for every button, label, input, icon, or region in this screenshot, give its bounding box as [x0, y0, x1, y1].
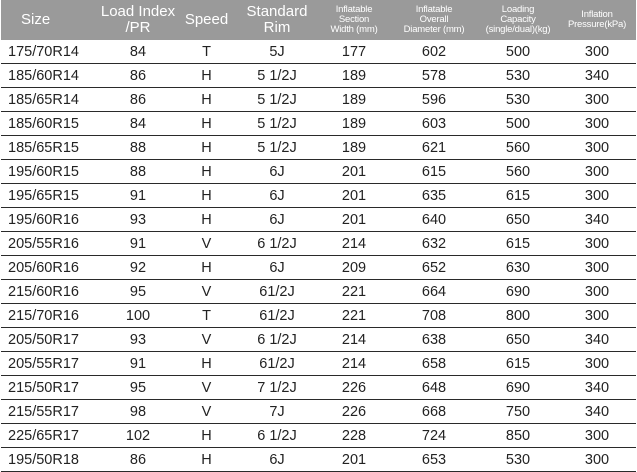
cell-size: 205/60R16 — [1, 256, 99, 280]
cell-load-index: 98 — [99, 400, 177, 424]
cell-standard-rim: 5J — [236, 40, 318, 64]
cell-standard-rim: 5 1/2J — [236, 88, 318, 112]
cell-loading-capacity: 530 — [478, 88, 558, 112]
table-body — [1, 40, 636, 472]
cell-section-width: 226 — [318, 400, 390, 424]
cell-loading-capacity: 850 — [478, 424, 558, 448]
cell-overall-diameter: 708 — [390, 304, 478, 328]
cell-speed: H — [177, 352, 236, 376]
cell-loading-capacity: 650 — [478, 328, 558, 352]
header-section-width-line1: Inflatable — [335, 4, 373, 16]
cell-inflation-pressure: 300 — [558, 88, 636, 112]
cell-size: 185/65R15 — [1, 136, 99, 160]
table-row — [1, 40, 636, 64]
cell-inflation-pressure: 340 — [558, 64, 636, 88]
cell-loading-capacity: 690 — [478, 280, 558, 304]
cell-loading-capacity: 690 — [478, 376, 558, 400]
header-size — [1, 0, 99, 40]
cell-speed: H — [177, 64, 236, 88]
table-row — [1, 184, 636, 208]
table-row — [1, 376, 636, 400]
cell-loading-capacity: 530 — [478, 448, 558, 472]
cell-section-width: 201 — [318, 208, 390, 232]
cell-speed: V — [177, 232, 236, 256]
cell-overall-diameter: 658 — [390, 352, 478, 376]
cell-inflation-pressure: 300 — [558, 280, 636, 304]
cell-overall-diameter: 635 — [390, 184, 478, 208]
cell-overall-diameter: 603 — [390, 112, 478, 136]
header-standard-rim-line1: Standard — [246, 3, 308, 21]
cell-load-index: 102 — [99, 424, 177, 448]
cell-load-index: 91 — [99, 352, 177, 376]
cell-inflation-pressure: 300 — [558, 448, 636, 472]
cell-standard-rim: 7 1/2J — [236, 376, 318, 400]
cell-section-width: 201 — [318, 448, 390, 472]
cell-section-width: 189 — [318, 112, 390, 136]
cell-size: 195/65R15 — [1, 184, 99, 208]
cell-load-index: 84 — [99, 40, 177, 64]
cell-inflation-pressure: 300 — [558, 352, 636, 376]
cell-standard-rim: 5 1/2J — [236, 136, 318, 160]
cell-load-index: 93 — [99, 208, 177, 232]
cell-speed: H — [177, 160, 236, 184]
cell-speed: T — [177, 40, 236, 64]
cell-overall-diameter: 653 — [390, 448, 478, 472]
table-header — [1, 0, 636, 40]
header-inflation-pressure-line1: Inflation — [581, 9, 613, 21]
cell-overall-diameter: 621 — [390, 136, 478, 160]
cell-inflation-pressure: 300 — [558, 424, 636, 448]
cell-overall-diameter: 640 — [390, 208, 478, 232]
cell-section-width: 201 — [318, 160, 390, 184]
cell-inflation-pressure: 300 — [558, 232, 636, 256]
cell-standard-rim: 6J — [236, 208, 318, 232]
cell-size: 185/60R15 — [1, 112, 99, 136]
cell-standard-rim: 61/2J — [236, 304, 318, 328]
cell-size: 185/60R14 — [1, 64, 99, 88]
cell-load-index: 84 — [99, 112, 177, 136]
table-row — [1, 400, 636, 424]
cell-standard-rim: 6J — [236, 256, 318, 280]
table-row — [1, 208, 636, 232]
table-row — [1, 280, 636, 304]
cell-speed: T — [177, 304, 236, 328]
cell-overall-diameter: 632 — [390, 232, 478, 256]
cell-loading-capacity: 530 — [478, 64, 558, 88]
cell-overall-diameter: 724 — [390, 424, 478, 448]
cell-section-width: 214 — [318, 352, 390, 376]
cell-speed: H — [177, 256, 236, 280]
cell-overall-diameter: 664 — [390, 280, 478, 304]
cell-loading-capacity: 500 — [478, 40, 558, 64]
header-load-index — [99, 0, 177, 40]
cell-overall-diameter: 668 — [390, 400, 478, 424]
cell-speed: H — [177, 136, 236, 160]
cell-standard-rim: 5 1/2J — [236, 64, 318, 88]
cell-speed: H — [177, 184, 236, 208]
cell-standard-rim: 61/2J — [236, 280, 318, 304]
tire-spec-table — [1, 0, 636, 472]
cell-inflation-pressure: 300 — [558, 256, 636, 280]
table-row — [1, 256, 636, 280]
cell-size: 215/70R16 — [1, 304, 99, 328]
cell-load-index: 86 — [99, 64, 177, 88]
cell-speed: H — [177, 448, 236, 472]
header-loading-capacity-line2: Capacity — [500, 14, 536, 26]
cell-size: 205/55R17 — [1, 352, 99, 376]
cell-section-width: 209 — [318, 256, 390, 280]
table-row — [1, 232, 636, 256]
header-inflation-pressure-line2: Pressure(kPa) — [567, 19, 627, 30]
table-row — [1, 88, 636, 112]
cell-inflation-pressure: 300 — [558, 112, 636, 136]
cell-loading-capacity: 560 — [478, 136, 558, 160]
cell-load-index: 88 — [99, 160, 177, 184]
header-overall-diameter — [390, 0, 478, 40]
header-section-width-line3: Width (mm) — [330, 23, 378, 35]
header-standard-rim-line2: Rim — [263, 19, 291, 36]
header-section-width — [318, 0, 390, 40]
cell-size: 215/60R16 — [1, 280, 99, 304]
cell-inflation-pressure: 300 — [558, 184, 636, 208]
cell-inflation-pressure: 300 — [558, 136, 636, 160]
cell-section-width: 221 — [318, 304, 390, 328]
cell-load-index: 91 — [99, 184, 177, 208]
cell-overall-diameter: 638 — [390, 328, 478, 352]
cell-section-width: 228 — [318, 424, 390, 448]
cell-loading-capacity: 750 — [478, 400, 558, 424]
header-load-index-line2: /PR — [125, 19, 151, 36]
cell-inflation-pressure: 300 — [558, 160, 636, 184]
cell-loading-capacity: 500 — [478, 112, 558, 136]
header-overall-diameter-line1: Inflatable — [415, 4, 453, 16]
cell-section-width: 214 — [318, 232, 390, 256]
cell-size: 225/65R17 — [1, 424, 99, 448]
header-loading-capacity-line3: (single/dual)(kg) — [485, 23, 551, 35]
table-row — [1, 424, 636, 448]
header-section-width-line2: Section — [338, 14, 370, 26]
cell-section-width: 226 — [318, 376, 390, 400]
cell-inflation-pressure: 340 — [558, 328, 636, 352]
cell-standard-rim: 6 1/2J — [236, 232, 318, 256]
cell-load-index: 93 — [99, 328, 177, 352]
cell-standard-rim: 6J — [236, 448, 318, 472]
cell-speed: V — [177, 328, 236, 352]
cell-inflation-pressure: 300 — [558, 40, 636, 64]
cell-inflation-pressure: 340 — [558, 208, 636, 232]
cell-inflation-pressure: 340 — [558, 376, 636, 400]
cell-load-index: 95 — [99, 376, 177, 400]
cell-inflation-pressure: 300 — [558, 304, 636, 328]
cell-standard-rim: 5 1/2J — [236, 112, 318, 136]
cell-load-index: 86 — [99, 88, 177, 112]
cell-speed: H — [177, 424, 236, 448]
cell-loading-capacity: 615 — [478, 184, 558, 208]
header-overall-diameter-line3: Diameter (mm) — [403, 23, 465, 35]
cell-load-index: 100 — [99, 304, 177, 328]
table-row — [1, 112, 636, 136]
cell-loading-capacity: 630 — [478, 256, 558, 280]
table-row — [1, 352, 636, 376]
cell-section-width: 189 — [318, 88, 390, 112]
cell-standard-rim: 7J — [236, 400, 318, 424]
header-inflation-pressure — [558, 0, 636, 40]
cell-speed: V — [177, 280, 236, 304]
cell-standard-rim: 6J — [236, 160, 318, 184]
cell-overall-diameter: 648 — [390, 376, 478, 400]
cell-loading-capacity: 615 — [478, 232, 558, 256]
table-row — [1, 136, 636, 160]
table-row — [1, 328, 636, 352]
cell-loading-capacity: 650 — [478, 208, 558, 232]
cell-size: 205/55R16 — [1, 232, 99, 256]
cell-size: 195/50R18 — [1, 448, 99, 472]
cell-load-index: 88 — [99, 136, 177, 160]
cell-loading-capacity: 615 — [478, 352, 558, 376]
cell-standard-rim: 6 1/2J — [236, 424, 318, 448]
cell-section-width: 221 — [318, 280, 390, 304]
cell-loading-capacity: 800 — [478, 304, 558, 328]
header-load-index-line1: Load Index — [100, 3, 176, 21]
table-row — [1, 160, 636, 184]
cell-size: 215/55R17 — [1, 400, 99, 424]
header-loading-capacity — [478, 0, 558, 40]
cell-overall-diameter: 652 — [390, 256, 478, 280]
cell-speed: V — [177, 400, 236, 424]
header-row — [1, 0, 636, 40]
cell-standard-rim: 61/2J — [236, 352, 318, 376]
header-size-text: Size — [21, 11, 51, 29]
cell-size: 185/65R14 — [1, 88, 99, 112]
cell-size: 195/60R15 — [1, 160, 99, 184]
cell-overall-diameter: 602 — [390, 40, 478, 64]
cell-speed: H — [177, 88, 236, 112]
cell-overall-diameter: 578 — [390, 64, 478, 88]
cell-size: 175/70R14 — [1, 40, 99, 64]
cell-section-width: 214 — [318, 328, 390, 352]
cell-standard-rim: 6 1/2J — [236, 328, 318, 352]
cell-loading-capacity: 560 — [478, 160, 558, 184]
cell-section-width: 189 — [318, 136, 390, 160]
cell-load-index: 86 — [99, 448, 177, 472]
cell-size: 205/50R17 — [1, 328, 99, 352]
cell-section-width: 177 — [318, 40, 390, 64]
cell-inflation-pressure: 340 — [558, 400, 636, 424]
cell-speed: V — [177, 376, 236, 400]
table-row — [1, 304, 636, 328]
cell-section-width: 189 — [318, 64, 390, 88]
header-loading-capacity-line1: Loading — [501, 4, 535, 16]
cell-speed: H — [177, 112, 236, 136]
cell-load-index: 95 — [99, 280, 177, 304]
cell-size: 195/60R16 — [1, 208, 99, 232]
cell-overall-diameter: 615 — [390, 160, 478, 184]
header-speed-text: Speed — [184, 11, 229, 29]
header-standard-rim — [236, 0, 318, 40]
cell-size: 215/50R17 — [1, 376, 99, 400]
header-speed — [177, 0, 236, 40]
cell-load-index: 92 — [99, 256, 177, 280]
table-row — [1, 64, 636, 88]
cell-standard-rim: 6J — [236, 184, 318, 208]
header-overall-diameter-line2: Overall — [419, 14, 449, 26]
cell-section-width: 201 — [318, 184, 390, 208]
cell-overall-diameter: 596 — [390, 88, 478, 112]
cell-speed: H — [177, 208, 236, 232]
cell-load-index: 91 — [99, 232, 177, 256]
